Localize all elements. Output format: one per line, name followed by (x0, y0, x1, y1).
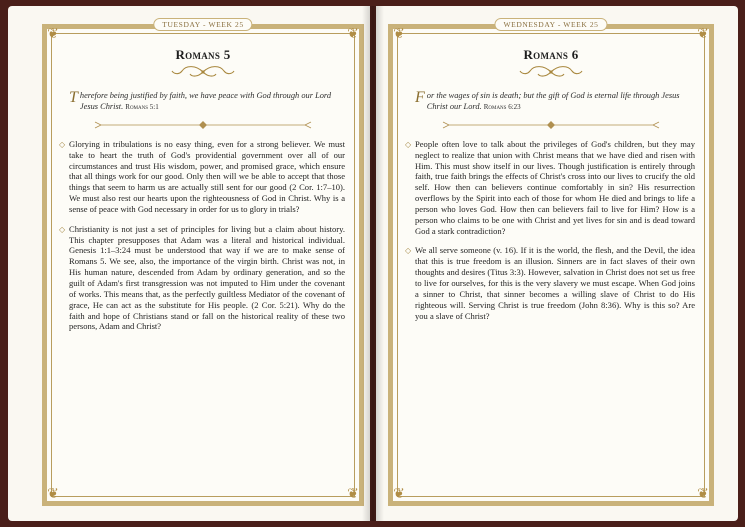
verse-drop-cap: T (69, 89, 78, 106)
key-verse (69, 91, 339, 113)
corner-ornament-icon: ❦ (393, 487, 405, 502)
chapter-title: Romans 6 (523, 47, 579, 62)
devotional-paragraph: ◇ We all serve someone (v. 16). If it is the world, the flesh, and the Devil, the idea that this is true freedom is an illusion. Sinners are in fact slaves of their own thoughts and desires (Titus 3:3). However, salvation in Christ does not set us free to live for ourselves, for this is the very slavery we must escape. When God joins a sinner to Christ, that sinner becomes a willing slave of Christ to do His righteous will. Serving Christ is true freedom (John 8:36). Why is this so? Are you a slave of Christ? (405, 245, 695, 321)
scroll-flourish-icon (168, 65, 238, 79)
diamond-bullet-icon: ◇ (59, 224, 66, 234)
left-page (8, 6, 370, 521)
week-label: TUESDAY - WEEK 25 (153, 18, 252, 31)
chapter-title: Romans 5 (175, 47, 231, 62)
week-label: WEDNESDAY - WEEK 25 (494, 18, 607, 31)
key-verse (415, 91, 689, 113)
book-gutter (362, 6, 384, 521)
right-page-frame (388, 20, 714, 506)
devotional-paragraph: ◇ Christianity is not just a set of principles for living but a claim about history. This chapter presupposes that Adam was a literal and historical individual. Genesis 1:1–3:24 must be understood that way if we are to make sense of Romans 5. We see, also, the importance of the virgin birth. Christ was not, in His human nature, descended from Adam by ordinary generation, and so the guilt of Adam's first transgression was not imputed to Him under the covenant of works. This means that, as the perfectly guiltless Mediator of the covenant of grace, He can act as the substitute for His people. (2 Cor. 5:21). Why do the faith and hope of Christians stand or fall on the historical reality of these two persons, Adam and Christ? (59, 223, 345, 332)
page-content (403, 45, 699, 493)
verse-reference: Romans 6:23 (483, 102, 521, 111)
page-content (57, 45, 349, 493)
right-page (376, 6, 738, 521)
corner-ornament-icon: ❦ (347, 487, 359, 502)
verse-drop-cap: F (415, 89, 425, 106)
scroll-flourish-icon (516, 65, 586, 79)
divider-flourish-icon (441, 121, 661, 129)
corner-ornament-icon: ❦ (347, 27, 359, 42)
corner-ornament-icon: ❦ (697, 27, 709, 42)
left-page-frame (42, 20, 364, 506)
verse-reference: Romans 5:1 (125, 102, 159, 111)
corner-ornament-icon: ❦ (47, 27, 59, 42)
verse-text: or the wages of sin is death; but the gift of God is eternal life through Jesus Christ our Lord. (426, 91, 680, 111)
diamond-bullet-icon: ◇ (405, 139, 412, 149)
corner-ornament-icon: ❦ (393, 27, 405, 42)
verse-text: herefore being justified by faith, we have peace with God through our Lord Jesus Christ. (79, 91, 332, 111)
divider-flourish-icon (93, 121, 313, 129)
devotional-paragraph: ◇ People often love to talk about the privileges of God's children, but they may neglect to realize that union with Christ means that we have died and risen with Him. This must show itself in our lives. Though justification is entirely through faith, true faith brings the effects of Christ's cross into our lives to crucify the old self. How then can believers continue comfortably in sin? His resurrection overflows by the Spirit into each of those for whom He died and brings to life a person who loves God. How then can believers fail to live for Him? How is a person who claims to be one with Christ and yet lives for sin and is dead toward God a stark contradiction? (405, 138, 695, 236)
diamond-bullet-icon: ◇ (59, 139, 66, 149)
corner-ornament-icon: ❦ (47, 487, 59, 502)
corner-ornament-icon: ❦ (697, 487, 709, 502)
diamond-bullet-icon: ◇ (405, 246, 412, 256)
devotional-paragraph: ◇ Glorying in tribulations is no easy thing, even for a strong believer. We must take to heart the truth of God's providential government over all of our circumstances and trust His wisdom, power, and promised grace, which ensure that all things work for our good. Only then will we be able to accept that those things that seem to harm us are actually still sent for our good (2 Cor. 1:7–10). We must also rest our hearts upon the righteousness of God in Christ. Why is a sense of peace with God necessary in order for us to glory in trials? (59, 138, 345, 214)
